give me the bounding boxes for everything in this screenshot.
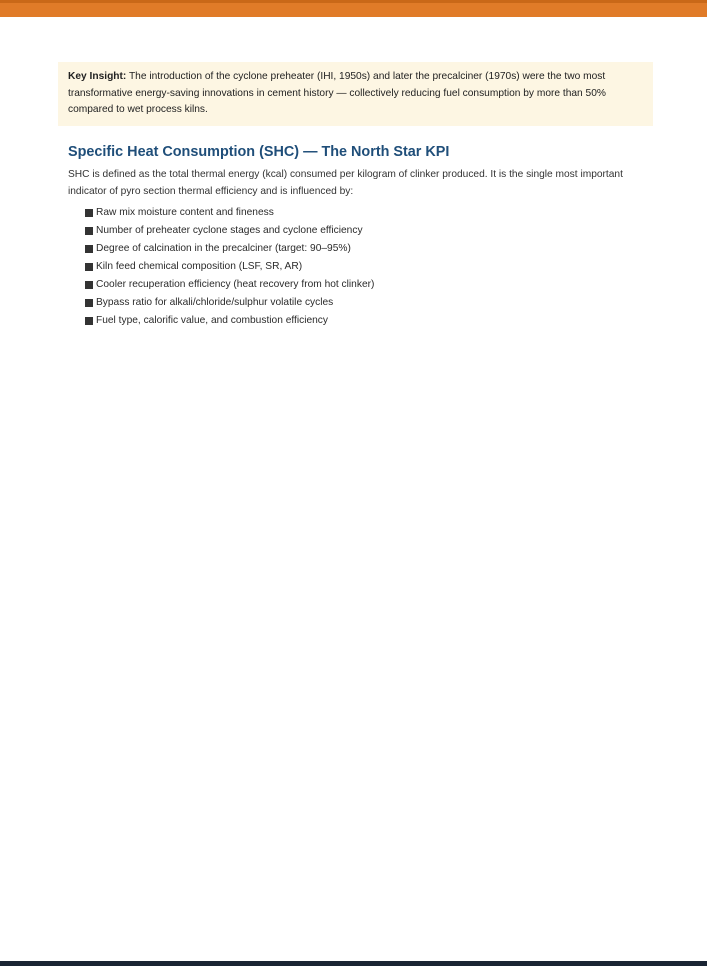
list-item-text: Raw mix moisture content and fineness bbox=[96, 207, 274, 218]
square-bullet-icon bbox=[85, 317, 93, 325]
list-item bbox=[85, 204, 374, 222]
square-bullet-icon bbox=[85, 299, 93, 307]
square-bullet-icon bbox=[85, 209, 93, 217]
list-item-text: Fuel type, calorific value, and combustion efficiency bbox=[96, 315, 328, 326]
section-intro-paragraph: SHC is defined as the total thermal energy (kcal) consumed per kilogram of clinker produced. It is the single most important indicator of pyro section thermal efficiency and is influenced by: bbox=[68, 169, 623, 198]
list-item-text: Kiln feed chemical composition (LSF, SR, AR) bbox=[96, 261, 303, 272]
footer-bar bbox=[0, 961, 707, 966]
shc-factor-list bbox=[85, 204, 374, 330]
list-item-text: Degree of calcination in the precalciner (target: 90–95%) bbox=[96, 243, 351, 254]
list-item bbox=[85, 276, 374, 294]
list-item bbox=[85, 312, 374, 330]
square-bullet-icon bbox=[85, 227, 93, 235]
section-title: Specific Heat Consumption (SHC) — The North Star KPI bbox=[68, 144, 450, 160]
list-item-text: Number of preheater cyclone stages and cyclone efficiency bbox=[96, 225, 363, 236]
header-accent-bar bbox=[0, 0, 707, 17]
key-insight-text: The introduction of the cyclone preheater (IHI, 1950s) and later the precalciner (1970s) were the two most transformative energy-saving innovations in cement history — collectively reducing fuel consumption by more than 50% compared to wet process kilns. bbox=[68, 71, 606, 116]
list-item-text: Bypass ratio for alkali/chloride/sulphur volatile cycles bbox=[96, 297, 334, 308]
square-bullet-icon bbox=[85, 281, 93, 289]
list-item bbox=[85, 222, 374, 240]
key-insight-callout bbox=[58, 62, 653, 126]
list-item bbox=[85, 258, 374, 276]
square-bullet-icon bbox=[85, 245, 93, 253]
square-bullet-icon bbox=[85, 263, 93, 271]
list-item bbox=[85, 240, 374, 258]
header-accent-shade bbox=[0, 0, 707, 3]
list-item bbox=[85, 294, 374, 312]
list-item-text: Cooler recuperation efficiency (heat recovery from hot clinker) bbox=[96, 279, 375, 290]
key-insight-label: Key Insight: bbox=[68, 71, 127, 82]
